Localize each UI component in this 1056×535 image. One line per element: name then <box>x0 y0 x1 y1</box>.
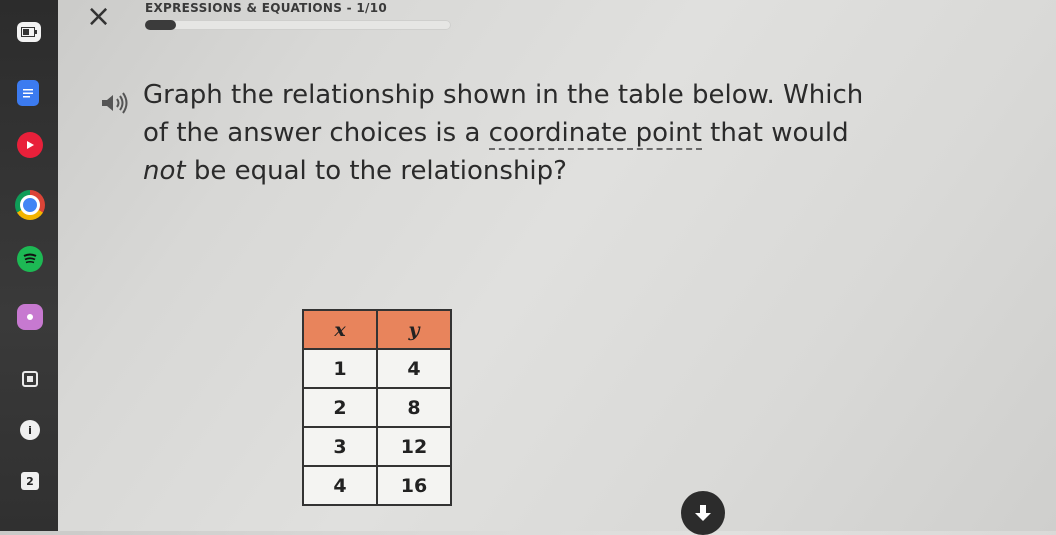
screenshot-icon[interactable] <box>17 366 43 392</box>
lesson-breadcrumb: EXPRESSIONS & EQUATIONS - 1/10 <box>145 1 388 15</box>
question-line-1: Graph the relationship shown in the table below. Which <box>143 80 864 110</box>
table-cell: 1 <box>303 349 377 388</box>
chrome-icon[interactable] <box>15 190 45 220</box>
spotify-icon[interactable] <box>17 246 43 272</box>
docs-icon[interactable] <box>17 80 39 106</box>
lesson-progress-bar <box>145 20 451 30</box>
table-cell: 4 <box>377 349 451 388</box>
question-prompt <box>143 76 943 190</box>
calendar-icon[interactable] <box>21 472 39 490</box>
table-row <box>303 427 451 466</box>
youtube-icon[interactable] <box>17 132 43 158</box>
glossary-term-link[interactable]: coordinate point <box>488 118 702 148</box>
table-row <box>303 349 451 388</box>
table-cell: 16 <box>377 466 451 505</box>
table-row <box>303 388 451 427</box>
app-shelf <box>0 0 58 531</box>
table-header-y: y <box>377 310 451 349</box>
arrow-down-icon <box>692 502 714 524</box>
table-cell: 2 <box>303 388 377 427</box>
scroll-down-button[interactable] <box>681 491 725 535</box>
table-header-row <box>303 310 451 349</box>
speaker-icon[interactable] <box>98 92 132 114</box>
progress-fill <box>145 20 176 30</box>
xy-table <box>302 309 452 506</box>
calendar-day: 2 <box>26 474 34 488</box>
table-cell: 4 <box>303 466 377 505</box>
question-line-2 <box>143 114 943 152</box>
close-button[interactable]: × <box>86 0 112 34</box>
battery-icon[interactable] <box>17 22 41 42</box>
question-line-3 <box>143 152 943 190</box>
question-line-2-post: that would <box>701 118 849 148</box>
table-cell: 12 <box>377 427 451 466</box>
table-row <box>303 466 451 505</box>
photos-icon[interactable] <box>17 304 43 330</box>
question-emphasis: not <box>143 156 186 186</box>
table-cell: 8 <box>377 388 451 427</box>
question-line-3-rest: be equal to the relationship? <box>185 156 567 186</box>
question-line-2-pre: of the answer choices is a <box>143 118 489 148</box>
table-header-x: x <box>303 310 377 349</box>
info-icon[interactable]: i <box>20 420 40 440</box>
table-cell: 3 <box>303 427 377 466</box>
